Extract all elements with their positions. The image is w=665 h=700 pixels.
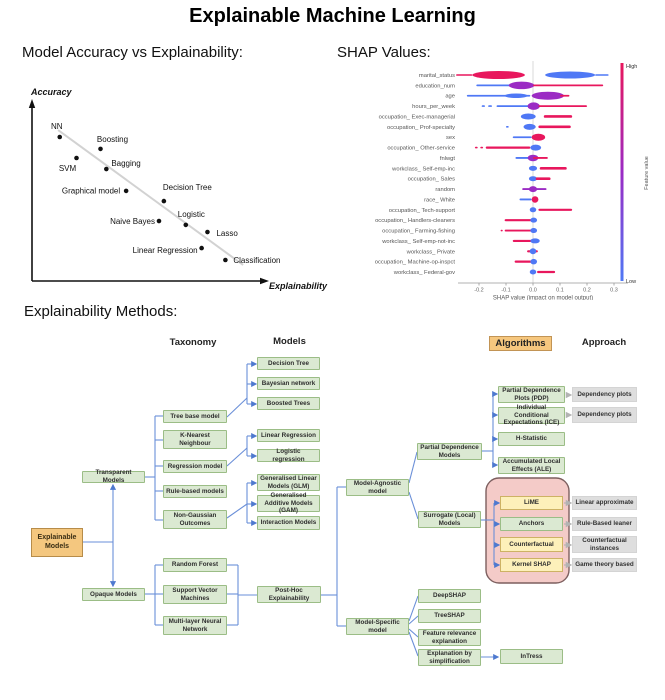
feature-label: occupation_ Farming-fishing xyxy=(382,228,455,235)
colorbar-axis-label: Feature value xyxy=(644,156,650,190)
node-hdr-algorithms: Algorithms xyxy=(489,336,552,351)
point-label: Lasso xyxy=(216,229,238,239)
edge xyxy=(409,452,417,483)
node-hdr-models: Models xyxy=(273,335,306,347)
point-label: Naive Bayes xyxy=(110,217,155,227)
feature-label: race_ White xyxy=(424,197,455,204)
node-linear-approximate: Linear approximate xyxy=(572,496,637,510)
x-tick-label: 0.1 xyxy=(556,287,564,294)
node-post-hoc-explainability: Post-Hoc Explainability xyxy=(257,586,321,603)
feature-label: occupation_ Other-service xyxy=(387,145,455,152)
x-tick-label: 0.0 xyxy=(529,287,537,294)
methods-section-heading: Explainability Methods: xyxy=(24,303,178,320)
feature-label: hours_per_week xyxy=(412,104,455,111)
node-model-specific-model: Model-Specific model xyxy=(346,618,409,635)
x-axis-label: Explainability xyxy=(269,281,328,291)
point-label: Classification xyxy=(233,255,281,265)
node-rule-based-leaner: Rule-Based leaner xyxy=(572,517,637,531)
feature-label: fnlwgt xyxy=(439,155,455,162)
shap-section-heading: SHAP Values: xyxy=(337,44,431,61)
figure-title: Explainable Machine Learning xyxy=(189,5,476,27)
feature-label: occupation_ Exec-managerial xyxy=(378,114,455,121)
node-treeshap: TreeSHAP xyxy=(418,609,481,623)
node-intress: InTress xyxy=(500,649,563,664)
point-label: Decision Tree xyxy=(162,183,212,193)
node-glm: Generalised Linear Models (GLM) xyxy=(257,474,320,491)
feature-label: workclass_ Self-emp-not-inc xyxy=(382,238,455,245)
edge xyxy=(409,492,418,519)
node-k-nearest-neighbour: K-Nearest Neighbour xyxy=(163,430,227,449)
node-multi-layer-neural-network: Multi-layer Neural Network xyxy=(163,616,227,635)
node-gam: Generalised Additive Models (GAM) xyxy=(257,495,320,512)
node-ale: Accumulated Local Effects (ALE) xyxy=(498,457,565,474)
x-tick-label: 0.3 xyxy=(610,287,618,294)
node-regression-model: Regression model xyxy=(163,460,227,473)
node-opaque-models: Opaque Models xyxy=(82,588,145,601)
node-decision-tree: Decision Tree xyxy=(257,357,320,370)
node-feature-relevance-explanation: Feature relevance explanation xyxy=(418,629,481,646)
node-lime: LiME xyxy=(500,496,563,510)
node-logistic-regression: Logistic regression xyxy=(257,449,320,462)
feature-label: age xyxy=(445,93,455,100)
feature-label: workclass_ Self-emp-inc xyxy=(392,166,455,173)
node-counterfactual: Counterfactual xyxy=(500,537,563,552)
point-label: NN xyxy=(50,121,63,131)
node-dependency-plots-2: Dependency plots xyxy=(572,407,637,423)
feature-label: occupation_ Prof-specialty xyxy=(387,124,455,131)
node-pdp: Partial Dependence Plots (PDP) xyxy=(498,386,565,403)
feature-label: random xyxy=(435,187,455,194)
node-deepshap: DeepSHAP xyxy=(418,589,481,603)
node-bayesian-network: Bayesian network xyxy=(257,377,320,390)
node-h-statistic: H-Statistic xyxy=(498,432,565,446)
feature-label: marital_status xyxy=(418,73,455,79)
node-explanation-by-simplification: Explanation by simplification xyxy=(418,649,481,666)
node-hdr-approach: Approach xyxy=(581,336,627,348)
point-label: Boosting xyxy=(96,134,129,144)
feature-label: occupation_ Sales xyxy=(407,176,455,183)
point-label: Bagging xyxy=(111,159,141,169)
scatter-section-heading: Model Accuracy vs Explainability: xyxy=(22,44,243,61)
feature-label: education_num xyxy=(415,83,455,90)
node-rule-based-models: Rule-based models xyxy=(163,485,227,498)
feature-label: occupation_ Tech-support xyxy=(388,207,455,214)
feature-label: workclass_ Federal-gov xyxy=(393,270,455,277)
edge xyxy=(227,398,247,417)
feature-label: occupation_ Machine-op-inspct xyxy=(374,259,455,266)
node-partial-dependence-models: Partial Dependence Models xyxy=(417,443,482,460)
node-tree-base-model: Tree base model xyxy=(163,410,227,423)
node-ice: Individual Conditional Expectations (ICE) xyxy=(498,407,565,424)
node-linear-regression: Linear Regression xyxy=(257,429,320,442)
node-non-gaussian-outcomes: Non-Gaussian Outcomes xyxy=(163,510,227,529)
x-axis-label: SHAP value (impact on model output) xyxy=(492,295,594,300)
node-hdr-taxonomy: Taxonomy xyxy=(169,336,217,348)
node-anchors: Anchors xyxy=(500,517,563,531)
node-dependency-plots-1: Dependency plots xyxy=(572,387,637,402)
node-game-theory-based: Game theory based xyxy=(572,558,637,572)
node-support-vector-machines: Support Vector Machines xyxy=(163,585,227,604)
node-interaction-models: Interaction Models xyxy=(257,516,320,530)
node-explainable-models: Explainable Models xyxy=(31,528,83,557)
node-transparent-models: Transparent Models xyxy=(82,471,145,483)
node-boosted-trees: Boosted Trees xyxy=(257,397,320,410)
colorbar-high-label: High xyxy=(626,64,638,70)
point-label: Graphical model xyxy=(61,186,121,196)
feature-label: occupation_ Handlers-cleaners xyxy=(375,218,455,225)
node-kernel-shap: Kernel SHAP xyxy=(500,558,563,572)
y-axis-label: Accuracy xyxy=(31,87,72,97)
feature-label: workclass_ Private xyxy=(406,249,455,256)
node-counterfactual-instances: Counterfactual instances xyxy=(572,536,637,553)
x-tick-label: -0.1 xyxy=(501,287,511,294)
feature-label: sex xyxy=(445,135,455,142)
point-label: Logistic xyxy=(177,209,205,219)
colorbar-low-label: Low xyxy=(626,279,637,285)
node-random-forest: Random Forest xyxy=(163,558,227,572)
point-label: SVM xyxy=(58,164,77,174)
x-tick-label: 0.2 xyxy=(583,287,591,294)
node-model-agnostic-model: Model-Agnostic model xyxy=(346,479,409,496)
edge xyxy=(227,448,247,466)
node-surrogate-local-models: Surrogate (Local) Models xyxy=(418,511,481,528)
edge xyxy=(227,504,247,518)
x-tick-label: -0.2 xyxy=(474,287,484,294)
point-label: Linear Regression xyxy=(132,246,198,256)
